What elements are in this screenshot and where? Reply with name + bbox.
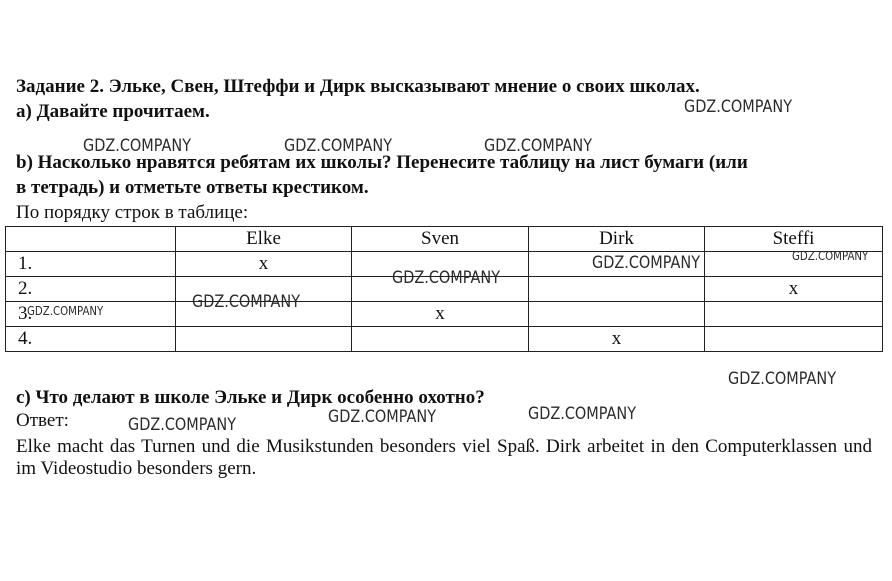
part-b-line-1: b) Насколько нравятся ребятам их школы? Перенесите таблицу на лист бумаги (или (16, 152, 748, 173)
watermark: GDZ.COMPANY (192, 292, 301, 312)
table-cell: x (176, 252, 352, 277)
table-header-row (6, 227, 883, 252)
table-cell: x (352, 302, 529, 327)
watermark: GDZ.COMPANY (284, 136, 393, 156)
watermark: GDZ.COMPANY (684, 97, 793, 117)
table-header-elke: Elke (176, 227, 352, 252)
answer-label: Ответ: (16, 410, 69, 431)
watermark: GDZ.COMPANY (392, 268, 501, 288)
table-cell (705, 327, 883, 352)
table-header-corner (6, 227, 176, 252)
row-number: 2. (6, 277, 176, 302)
part-a-label: а) Давайте прочитаем. (16, 101, 210, 122)
table-header-steffi: Steffi (705, 227, 883, 252)
watermark: GDZ.COMPANY (728, 369, 837, 389)
table-cell: x (529, 327, 705, 352)
table-header-sven: Sven (352, 227, 529, 252)
table-header-dirk: Dirk (529, 227, 705, 252)
answer-text: Elke macht das Turnen und die Musikstunden besonders viel Spaß. Dirk arbeitet in den Computerklassen und im Videostudio besonders gern. (16, 436, 872, 479)
table-cell (529, 277, 705, 302)
row-number: 1. (6, 252, 176, 277)
watermark: GDZ.COMPANY (592, 253, 701, 273)
watermark: GDZ.COMPANY (328, 407, 437, 427)
table-intro: По порядку строк в таблице: (16, 202, 249, 223)
watermark: GDZ.COMPANY (484, 136, 593, 156)
row-number: 4. (6, 327, 176, 352)
answers-table (5, 226, 883, 352)
watermark: GDZ.COMPANY (792, 249, 869, 263)
table-cell (705, 302, 883, 327)
watermark: GDZ.COMPANY (528, 404, 637, 424)
watermark: GDZ.COMPANY (83, 136, 192, 156)
row-number: 3. (6, 302, 176, 327)
table-row (6, 302, 883, 327)
table-cell (529, 302, 705, 327)
task-title: Задание 2. Эльке, Свен, Штеффи и Дирк высказывают мнение о своих школах. (16, 76, 700, 97)
watermark: GDZ.COMPANY (128, 415, 237, 435)
table-cell (352, 327, 529, 352)
table-cell: x (705, 277, 883, 302)
table-row (6, 327, 883, 352)
part-c-question: с) Что делают в школе Эльке и Дирк особенно охотно? (16, 387, 485, 408)
watermark: GDZ.COMPANY (27, 304, 104, 318)
table-cell (176, 327, 352, 352)
part-b-line-2: в тетрадь) и отметьте ответы крестиком. (16, 177, 369, 198)
